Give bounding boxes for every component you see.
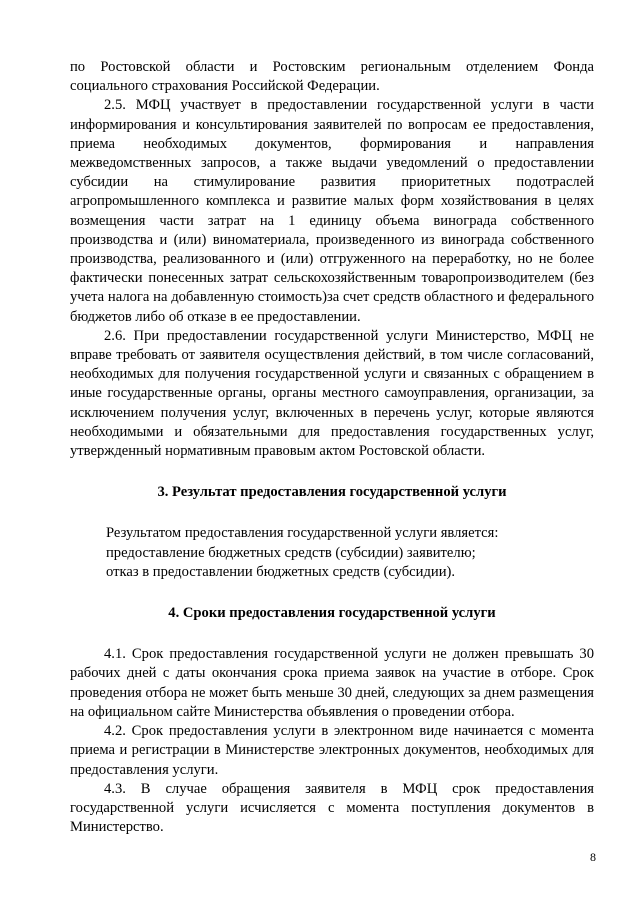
paragraph-continuation: по Ростовской области и Ростовским региональным отделением Фонда социального страхования Российской Федерации. (70, 59, 594, 95)
section-4-heading: 4. Сроки предоставления государственной услуги (168, 605, 496, 622)
page-number: 8 (590, 850, 596, 864)
section-3-line-1: Результатом предоставления государственной услуги является: (106, 525, 499, 542)
paragraph-2-5: 2.5. МФЦ участвует в предоставлении государственной услуги в части информирования и консультирования заявителей по вопросам ее предоставления, приема необходимых документов, формирования и направления межведомственных запросов, а также выдачи уведомлений о предоставлении субсидии на стимулирование развития приоритетных подотраслей агропромышленного комплекса и развитие малых форм хозяйствования в целях возмещения части затрат на 1 единицу объема винограда собственного производства и (или) виноматериала, произведенного из винограда собственного производства, реализованного и (или) отгруженного на переработку, но не более фактически понесенных затрат сельскохозяйственным товаропроизводителем (без учета налога на добавленную стоимость)за счет средств областного и федерального бюджетов либо об отказе в ее предоставлении. (70, 97, 594, 325)
paragraph-2-6: 2.6. При предоставлении государственной услуги Министерство, МФЦ не вправе требовать от заявителя осуществления действий, в том числе согласований, необходимых для получения государственной услуги и связанных с обращением в иные государственные органы, органы местного самоуправления, организации, за исключением получения услуг, включенных в перечень услуг, которые являются необходимыми и обязательными для предоставления государственных услуг, утвержденный нормативным правовым актом Ростовской области. (70, 327, 594, 460)
section-3-heading: 3. Результат предоставления государственной услуги (157, 484, 507, 501)
paragraph-4-3: 4.3. В случае обращения заявителя в МФЦ срок предоставления государственной услуги исчисляется с момента поступления документов в Министерство. (70, 780, 594, 836)
section-3-line-3: отказ в предоставлении бюджетных средств (субсидии). (106, 563, 456, 580)
section-3-line-2: предоставление бюджетных средств (субсидии) заявителю; (106, 544, 476, 561)
paragraph-4-1: 4.1. Срок предоставления государственной услуги не должен превышать 30 рабочих дней с даты окончания срока приема заявок на участие в отборе. Срок проведения отбора не может быть меньше 30 дней, следующих за днем размещения на официальном сайте Министерства объявления о проведении отбора. (70, 646, 594, 720)
paragraph-4-2: 4.2. Срок предоставления услуги в электронном виде начинается с момента приема и регистрации в Министерстве электронных документов, необходимых для предоставления услуги. (70, 723, 594, 778)
document-body (70, 58, 594, 837)
